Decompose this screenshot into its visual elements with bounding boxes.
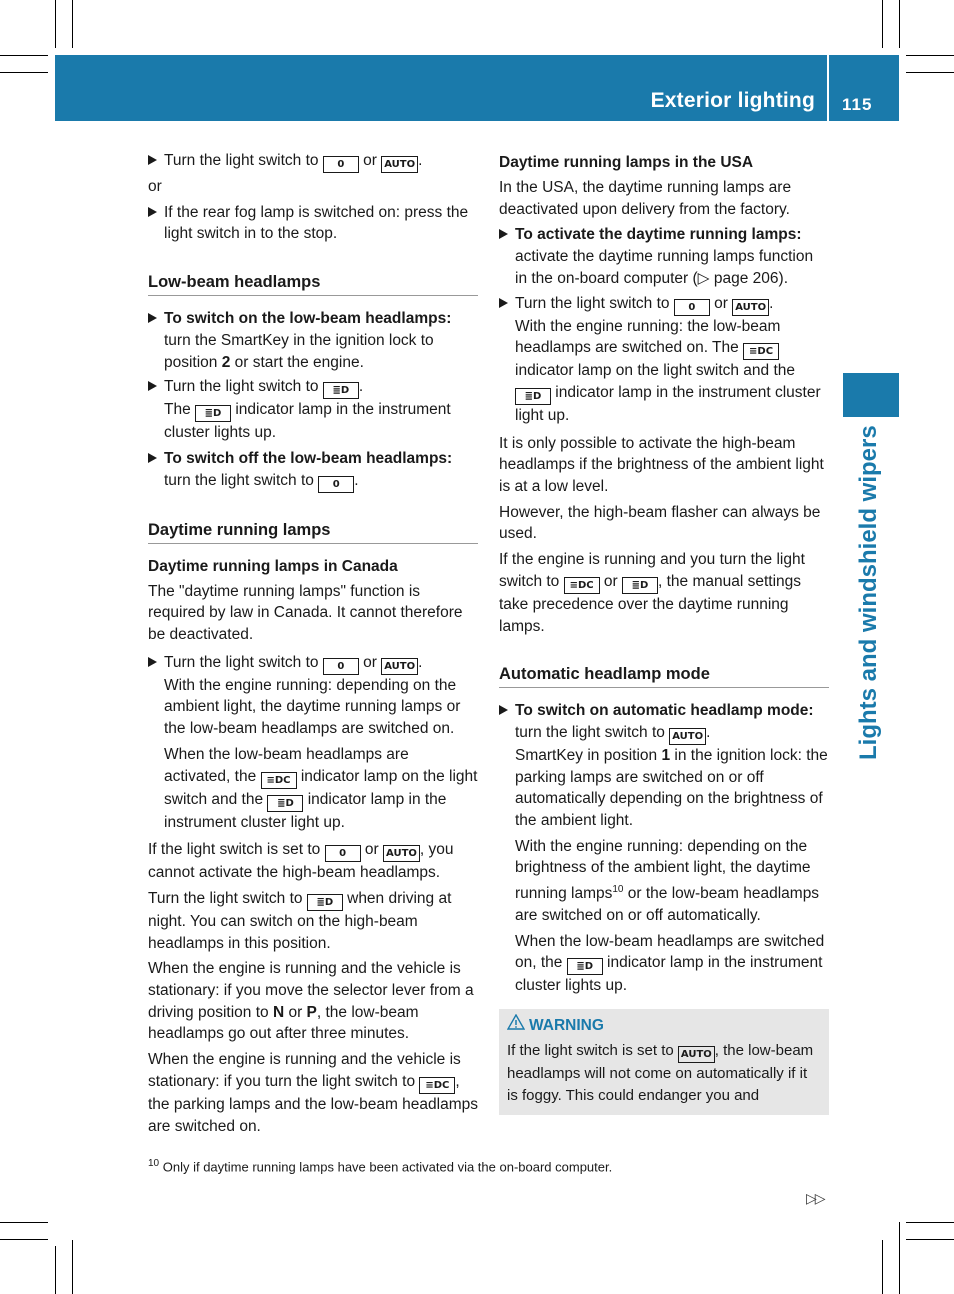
arrow-bullet-icon [148, 207, 157, 217]
arrow-bullet-icon [499, 229, 508, 239]
step-result: With the engine running: depending on the brightness of the ambient light, the daytime running lamps$^{10}$ or the low-beam headlamps are switched on or off automatically. [515, 837, 820, 925]
paragraph: When the engine is running and the vehicle is stationary: if you move the selector lever from a driving position to N or P, the low-beam headlamps go out after three minutes. [148, 960, 474, 1043]
paragraph: It is only possible to activate the high-beam headlamps if the brightness of the ambient light is at a low level. [499, 434, 824, 496]
continue-arrows-icon: ▷▷ [806, 1190, 824, 1206]
crop-mark [906, 1239, 954, 1240]
lowbeam-symbol: ≣D [567, 958, 603, 975]
instruction-step: Turn the light switch to 0 or AUTO . [148, 652, 478, 675]
paragraph: If the light switch is set to 0 or AUTO , you cannot activate the high-beam headlamps. [148, 841, 454, 882]
crop-mark [55, 1246, 56, 1294]
paragraph: If the engine is running and you turn the light switch to ≡DC or ≣D , the manual settings take precedence over the daytime running lamps. [499, 551, 805, 635]
lowbeam-symbol: ≣D [515, 388, 551, 405]
arrow-bullet-icon [148, 313, 157, 323]
lowbeam-symbol: ≣D [622, 577, 658, 594]
header-bar [55, 55, 899, 121]
arrow-bullet-icon [148, 657, 157, 667]
chapter-tab [843, 373, 899, 417]
paragraph: The "daytime running lamps" function is required by law in Canada. It cannot therefore be deactivated. [148, 582, 463, 644]
section-title: Exterior lighting [650, 89, 815, 112]
instruction-step: Turn the light switch to ≣D . [148, 376, 478, 399]
crop-mark [0, 55, 48, 56]
arrow-bullet-icon [148, 381, 157, 391]
crop-mark [899, 0, 900, 48]
parking-lamp-symbol: ≡DC [564, 577, 600, 594]
lowbeam-symbol: ≣D [307, 894, 343, 911]
step-result: With the engine running: depending on the ambient light, the daytime running lamps or the low-beam headlamps are switched on. [164, 676, 461, 738]
crop-mark [0, 1222, 48, 1223]
instruction-step: To switch off the low-beam headlamps: turn the light switch to 0 . [148, 448, 478, 493]
crop-mark [72, 1240, 73, 1294]
lowbeam-symbol: ≣D [323, 382, 359, 399]
warning-triangle-icon [507, 1014, 525, 1030]
crop-mark [906, 55, 954, 56]
section-heading: Daytime running lamps [148, 521, 478, 544]
paragraph: Turn the light switch to ≣D when driving at night. You can switch on the high-beam headlamps in this position. [148, 889, 452, 952]
switch-zero-symbol: 0 [325, 845, 361, 862]
crop-mark [899, 1222, 900, 1294]
switch-auto-symbol: AUTO [381, 156, 418, 173]
switch-zero-symbol: 0 [323, 156, 359, 173]
arrow-bullet-icon [148, 453, 157, 463]
instruction-step: Turn the light switch to 0 or AUTO . [499, 293, 829, 316]
step-result: SmartKey in position 1 in the ignition lock: the parking lamps are switched on or off automatically depending on the brightness of the ambient light. [515, 746, 828, 830]
lowbeam-symbol: ≣D [195, 405, 231, 422]
header-divider [827, 55, 829, 121]
instruction-step: If the rear fog lamp is switched on: press the light switch in to the stop. [148, 202, 478, 245]
instruction-step: To switch on automatic headlamp mode: turn the light switch to AUTO . [499, 700, 829, 745]
parking-lamp-symbol: ≡DC [419, 1077, 455, 1094]
switch-zero-symbol: 0 [323, 658, 359, 675]
crop-mark [882, 1240, 883, 1294]
crop-mark [0, 1239, 48, 1240]
switch-auto-symbol: AUTO [381, 658, 418, 675]
parking-lamp-symbol: ≡DC [261, 772, 297, 789]
page-number: 115 [842, 95, 873, 114]
arrow-bullet-icon [499, 298, 508, 308]
warning-heading: WARNING [507, 1014, 821, 1038]
lowbeam-symbol: ≣D [267, 795, 303, 812]
step-result: When the low-beam headlamps are switched on, the ≣D indicator lamp in the instrument cluster lights up. [515, 932, 825, 995]
step-result: With the engine running: the low-beam headlamps are switched on. The ≡DC indicator lamp on the light switch and the ≣D indicator lamp in the instrument cluster light up. [515, 317, 821, 424]
switch-auto-symbol: AUTO [383, 845, 420, 862]
crop-mark [882, 0, 883, 48]
footnote: $^{10}$ Only if daytime running lamps have been activated via the on-board computer. [148, 1158, 613, 1175]
section-heading: Low-beam headlamps [148, 273, 478, 296]
paragraph: In the USA, the daytime running lamps are deactivated upon delivery from the factory. [499, 179, 792, 218]
switch-auto-symbol: AUTO [669, 728, 706, 745]
switch-zero-symbol: 0 [318, 476, 354, 493]
instruction-step: To activate the daytime running lamps: activate the daytime running lamps function in the on-board computer (▷ page 206). [499, 224, 829, 289]
left-column [148, 150, 478, 1141]
parking-lamp-symbol: ≡DC [743, 343, 779, 360]
subsection-heading: Daytime running lamps in the USA [499, 154, 754, 171]
right-column [499, 150, 829, 1115]
subsection-heading: Daytime running lamps in Canada [148, 557, 398, 575]
switch-auto-symbol: AUTO [678, 1046, 715, 1063]
crop-mark [906, 72, 954, 73]
crop-mark [55, 0, 56, 48]
or-text: or [148, 178, 162, 195]
step-result: The ≣D indicator lamp in the instrument cluster lights up. [164, 401, 451, 442]
crop-mark [72, 0, 73, 48]
crop-mark [0, 72, 48, 73]
arrow-bullet-icon [499, 705, 508, 715]
arrow-bullet-icon [148, 155, 157, 165]
step-result: When the low-beam headlamps are activated, the ≡DC indicator lamp on the light switch and the ≣D indicator lamp in the instrument cluster light up. [164, 745, 478, 831]
instruction-step: To switch on the low-beam headlamps: turn the SmartKey in the ignition lock to position 2 or start the engine. [148, 308, 478, 373]
chapter-title: Lights and windshield wipers [855, 425, 882, 760]
switch-zero-symbol: 0 [674, 299, 710, 316]
warning-text: If the light switch is set to AUTO , the low-beam headlamps will not come on automatically if it is foggy. This could endanger you and [507, 1042, 814, 1104]
section-heading: Automatic headlamp mode [499, 665, 829, 688]
paragraph: When the engine is running and the vehicle is stationary: if you turn the light switch to ≡DC , the parking lamps and the low-beam headlamps are switched on. [148, 1051, 478, 1135]
crop-mark [906, 1222, 954, 1223]
switch-auto-symbol: AUTO [732, 299, 769, 316]
instruction-step: Turn the light switch to 0 or AUTO . [148, 150, 478, 173]
paragraph: However, the high-beam flasher can always be used. [499, 503, 821, 543]
warning-box [499, 1009, 829, 1114]
